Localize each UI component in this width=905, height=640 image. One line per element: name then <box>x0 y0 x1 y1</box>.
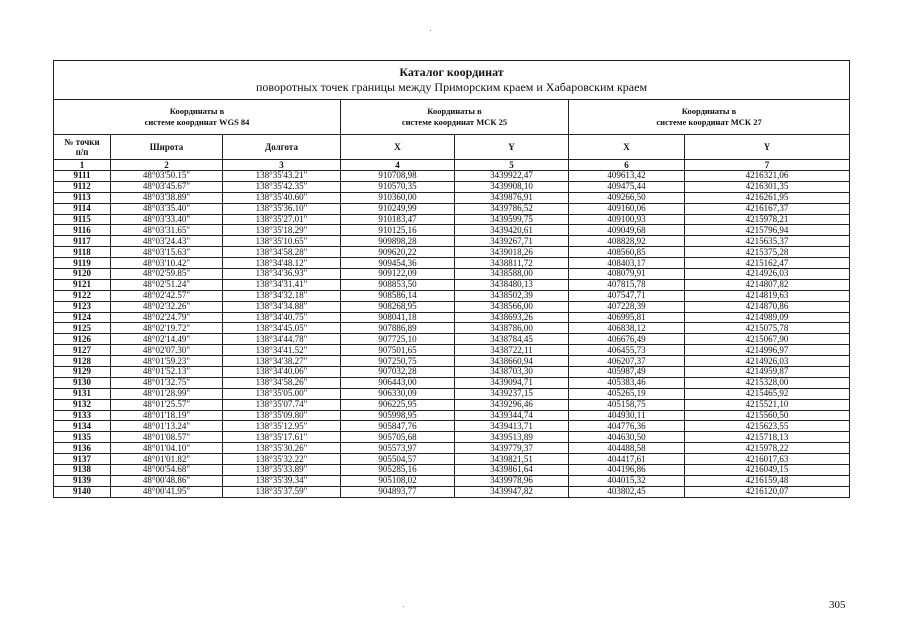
msk25-y-cell: 3439779,37 <box>455 443 569 454</box>
table-row <box>54 475 850 486</box>
msk25-x-cell: 910708,98 <box>341 171 455 182</box>
msk25-y-cell: 3439861,64 <box>455 465 569 476</box>
msk25-y-cell: 3439947,82 <box>455 486 569 497</box>
msk25-x-cell: 907250,75 <box>341 356 455 367</box>
point-number-cell: 9140 <box>54 486 111 497</box>
longitude-cell: 138°34'41.52" <box>223 345 341 356</box>
page-number: 305 <box>829 599 846 611</box>
col-index: 4 <box>341 160 455 171</box>
msk27-y-cell: 4215328,00 <box>685 377 850 388</box>
msk27-x-cell: 407228,39 <box>569 301 685 312</box>
msk25-y-cell: 3439237,15 <box>455 388 569 399</box>
longitude-cell: 138°35'05.00" <box>223 388 341 399</box>
table-row <box>54 192 850 203</box>
latitude-cell: 48°03'45.67" <box>111 181 223 192</box>
longitude-cell: 138°34'34.88" <box>223 301 341 312</box>
msk27-y-cell: 4215162,47 <box>685 258 850 269</box>
latitude-cell: 48°01'52.13" <box>111 367 223 378</box>
msk25-x-cell: 910360,00 <box>341 192 455 203</box>
latitude-cell: 48°01'25.57" <box>111 399 223 410</box>
point-number-cell: 9111 <box>54 171 111 182</box>
point-number-cell: 9120 <box>54 269 111 280</box>
msk25-x-cell: 905705,68 <box>341 432 455 443</box>
msk27-y-cell: 4216261,95 <box>685 192 850 203</box>
point-number-cell: 9126 <box>54 334 111 345</box>
scan-speck <box>430 30 431 31</box>
scan-speck <box>403 606 404 607</box>
msk27-x-cell: 406455,73 <box>569 345 685 356</box>
msk25-y-cell: 3439094,71 <box>455 377 569 388</box>
msk25-x-cell: 907886,89 <box>341 323 455 334</box>
latitude-cell: 48°03'50.15" <box>111 171 223 182</box>
msk27-y-cell: 4216321,06 <box>685 171 850 182</box>
table-row <box>54 334 850 345</box>
latitude-cell: 48°02'19.72" <box>111 323 223 334</box>
msk27-y-cell: 4214819,63 <box>685 290 850 301</box>
point-number-cell: 9127 <box>54 345 111 356</box>
msk27-y-cell: 4214870,86 <box>685 301 850 312</box>
table-row <box>54 214 850 225</box>
longitude-cell: 138°35'09.80" <box>223 410 341 421</box>
latitude-cell: 48°03'35.40" <box>111 203 223 214</box>
latitude-cell: 48°02'51.24" <box>111 279 223 290</box>
coordinate-catalog <box>53 60 849 498</box>
table-row <box>54 432 850 443</box>
msk25-y-cell: 3438502,39 <box>455 290 569 301</box>
msk25-y-cell: 3439978,96 <box>455 475 569 486</box>
longitude-cell: 138°35'43.21" <box>223 171 341 182</box>
point-number-cell: 9137 <box>54 454 111 465</box>
table-row <box>54 356 850 367</box>
latitude-cell: 48°03'31.65" <box>111 225 223 236</box>
msk25-x-cell: 908853,50 <box>341 279 455 290</box>
msk27-y-cell: 4216120,07 <box>685 486 850 497</box>
table-row <box>54 225 850 236</box>
msk27-x-cell: 409160,06 <box>569 203 685 214</box>
msk25-x-cell: 907725,10 <box>341 334 455 345</box>
longitude-cell: 138°34'48.12" <box>223 258 341 269</box>
point-number-cell: 9124 <box>54 312 111 323</box>
msk27-y-cell: 4215623,55 <box>685 421 850 432</box>
col-index: 7 <box>685 160 850 171</box>
table-row <box>54 421 850 432</box>
msk25-y-cell: 3438722,11 <box>455 345 569 356</box>
msk25-x-cell: 907501,65 <box>341 345 455 356</box>
msk25-x-cell: 906225,95 <box>341 399 455 410</box>
msk25-y-cell: 3439420,61 <box>455 225 569 236</box>
msk25-x-cell: 909620,22 <box>341 247 455 258</box>
longitude-cell: 138°35'36.10" <box>223 203 341 214</box>
longitude-cell: 138°35'27.01" <box>223 214 341 225</box>
point-number-cell: 9128 <box>54 356 111 367</box>
latitude-cell: 48°03'15.63" <box>111 247 223 258</box>
longitude-cell: 138°34'40.06" <box>223 367 341 378</box>
longitude-cell: 138°35'18.29" <box>223 225 341 236</box>
msk27-y-cell: 4214996,97 <box>685 345 850 356</box>
msk27-x-cell: 405158,75 <box>569 399 685 410</box>
table-row <box>54 301 850 312</box>
msk27-x-cell: 405987,49 <box>569 367 685 378</box>
msk27-x-cell: 404417,61 <box>569 454 685 465</box>
latitude-cell: 48°02'59.85" <box>111 269 223 280</box>
point-number-cell: 9134 <box>54 421 111 432</box>
longitude-cell: 138°34'45.05" <box>223 323 341 334</box>
msk25-x-cell: 910249,99 <box>341 203 455 214</box>
longitude-cell: 138°35'30.26" <box>223 443 341 454</box>
point-number-cell: 9131 <box>54 388 111 399</box>
msk25-x-cell: 908041,18 <box>341 312 455 323</box>
msk27-x-cell: 406995,81 <box>569 312 685 323</box>
latitude-cell: 48°01'08.57" <box>111 432 223 443</box>
longitude-cell: 138°34'40.75" <box>223 312 341 323</box>
msk27-y-cell: 4214926,03 <box>685 356 850 367</box>
msk27-y-cell: 4215521,10 <box>685 399 850 410</box>
point-number-cell: 9122 <box>54 290 111 301</box>
title-cell <box>54 61 850 100</box>
msk25-x-cell: 910125,16 <box>341 225 455 236</box>
msk27-x-cell: 404196,86 <box>569 465 685 476</box>
latitude-cell: 48°01'59.23" <box>111 356 223 367</box>
msk27-x-cell: 409475,44 <box>569 181 685 192</box>
longitude-cell: 138°35'07.74" <box>223 399 341 410</box>
point-number-cell: 9133 <box>54 410 111 421</box>
catalog-title: Каталог координат <box>399 65 504 79</box>
longitude-cell: 138°35'10.65" <box>223 236 341 247</box>
msk25-y-cell: 3439018,26 <box>455 247 569 258</box>
longitude-cell: 138°35'42.35" <box>223 181 341 192</box>
msk25-x-cell: 904893,77 <box>341 486 455 497</box>
msk25-x-cell: 909122,09 <box>341 269 455 280</box>
msk27-y-cell: 4215560,50 <box>685 410 850 421</box>
latitude-cell: 48°03'10.42" <box>111 258 223 269</box>
msk27-y-cell: 4214959,87 <box>685 367 850 378</box>
msk25-x-cell: 905847,76 <box>341 421 455 432</box>
msk27-x-cell: 406207,37 <box>569 356 685 367</box>
point-number-cell: 9129 <box>54 367 111 378</box>
longitude-cell: 138°35'40.60" <box>223 192 341 203</box>
msk27-x-cell: 409100,93 <box>569 214 685 225</box>
table-row <box>54 258 850 269</box>
latitude-cell: 48°02'42.57" <box>111 290 223 301</box>
msk25-x-cell: 906330,09 <box>341 388 455 399</box>
point-number-cell: 9118 <box>54 247 111 258</box>
msk27-x-cell: 405265,19 <box>569 388 685 399</box>
msk27-y-cell: 4216301,35 <box>685 181 850 192</box>
msk25-y-cell: 3439599,75 <box>455 214 569 225</box>
latitude-cell: 48°01'01.82" <box>111 454 223 465</box>
longitude-cell: 138°34'44.78" <box>223 334 341 345</box>
msk25-y-cell: 3439296,46 <box>455 399 569 410</box>
table-row <box>54 203 850 214</box>
longitude-cell: 138°34'58.28" <box>223 247 341 258</box>
col-latitude: Широта <box>111 135 223 160</box>
table-row <box>54 443 850 454</box>
msk25-y-cell: 3439786,52 <box>455 203 569 214</box>
system-msk25-header: Координаты в системе координат МСК 25 <box>341 100 569 135</box>
msk25-y-cell: 3438693,26 <box>455 312 569 323</box>
point-number-cell: 9138 <box>54 465 111 476</box>
msk25-y-cell: 3438784,45 <box>455 334 569 345</box>
latitude-cell: 48°00'54.68" <box>111 465 223 476</box>
latitude-cell: 48°02'32.26" <box>111 301 223 312</box>
msk27-y-cell: 4216159,48 <box>685 475 850 486</box>
msk25-y-cell: 3439413,71 <box>455 421 569 432</box>
table-row <box>54 247 850 258</box>
msk27-y-cell: 4215075,78 <box>685 323 850 334</box>
table-row <box>54 486 850 497</box>
msk27-y-cell: 4214807,82 <box>685 279 850 290</box>
col-index: 6 <box>569 160 685 171</box>
latitude-cell: 48°01'18.19" <box>111 410 223 421</box>
msk25-x-cell: 910570,35 <box>341 181 455 192</box>
table-row <box>54 388 850 399</box>
msk25-x-cell: 905504,57 <box>341 454 455 465</box>
longitude-cell: 138°34'58.26" <box>223 377 341 388</box>
table-row <box>54 399 850 410</box>
point-number-cell: 9139 <box>54 475 111 486</box>
system-msk27-header: Координаты в системе координат МСК 27 <box>569 100 850 135</box>
msk27-x-cell: 404488,58 <box>569 443 685 454</box>
table-row <box>54 171 850 182</box>
msk27-x-cell: 406838,12 <box>569 323 685 334</box>
latitude-cell: 48°00'48.86" <box>111 475 223 486</box>
msk27-x-cell: 408079,91 <box>569 269 685 280</box>
msk27-x-cell: 404015,32 <box>569 475 685 486</box>
table-row <box>54 377 850 388</box>
msk27-y-cell: 4215978,21 <box>685 214 850 225</box>
msk27-x-cell: 404930,11 <box>569 410 685 421</box>
msk27-y-cell: 4215796,94 <box>685 225 850 236</box>
point-number-cell: 9112 <box>54 181 111 192</box>
msk25-y-cell: 3438786,00 <box>455 323 569 334</box>
longitude-cell: 138°35'39.34" <box>223 475 341 486</box>
col-point-number: № точки п/п <box>54 135 111 160</box>
latitude-cell: 48°03'24.43" <box>111 236 223 247</box>
longitude-cell: 138°35'12.95" <box>223 421 341 432</box>
msk27-x-cell: 409049,68 <box>569 225 685 236</box>
msk25-x-cell: 905285,16 <box>341 465 455 476</box>
msk25-x-cell: 907032,28 <box>341 367 455 378</box>
latitude-cell: 48°01'32.75" <box>111 377 223 388</box>
msk27-y-cell: 4214989,09 <box>685 312 850 323</box>
msk25-x-cell: 906443,00 <box>341 377 455 388</box>
longitude-cell: 138°35'17.61" <box>223 432 341 443</box>
msk25-y-cell: 3438480,13 <box>455 279 569 290</box>
table-row <box>54 465 850 476</box>
msk27-y-cell: 4214926,03 <box>685 269 850 280</box>
latitude-cell: 48°01'28.99" <box>111 388 223 399</box>
point-number-cell: 9121 <box>54 279 111 290</box>
point-number-cell: 9125 <box>54 323 111 334</box>
table-row <box>54 323 850 334</box>
msk25-y-cell: 3439267,71 <box>455 236 569 247</box>
col-longitude: Долгота <box>223 135 341 160</box>
msk27-x-cell: 405383,46 <box>569 377 685 388</box>
point-number-cell: 9117 <box>54 236 111 247</box>
table-body <box>54 171 850 498</box>
point-number-cell: 9135 <box>54 432 111 443</box>
msk27-y-cell: 4215718,13 <box>685 432 850 443</box>
point-number-cell: 9130 <box>54 377 111 388</box>
latitude-cell: 48°03'38.89" <box>111 192 223 203</box>
msk27-y-cell: 4215465,92 <box>685 388 850 399</box>
msk27-x-cell: 404630,50 <box>569 432 685 443</box>
msk25-y-cell: 3438566,00 <box>455 301 569 312</box>
msk27-y-cell: 4215067,90 <box>685 334 850 345</box>
point-number-cell: 9132 <box>54 399 111 410</box>
msk25-y-cell: 3439821,51 <box>455 454 569 465</box>
table-row <box>54 367 850 378</box>
col-msk27-y: Y <box>685 135 850 160</box>
table-row <box>54 345 850 356</box>
msk27-y-cell: 4215978,22 <box>685 443 850 454</box>
col-index: 3 <box>223 160 341 171</box>
msk27-x-cell: 403802,45 <box>569 486 685 497</box>
msk27-x-cell: 408828,92 <box>569 236 685 247</box>
col-msk25-y: Y <box>455 135 569 160</box>
longitude-cell: 138°34'31.41" <box>223 279 341 290</box>
msk25-y-cell: 3438660,94 <box>455 356 569 367</box>
catalog-table <box>53 60 850 498</box>
msk25-y-cell: 3438811,72 <box>455 258 569 269</box>
table-row <box>54 290 850 301</box>
point-number-cell: 9116 <box>54 225 111 236</box>
latitude-cell: 48°02'07.30" <box>111 345 223 356</box>
longitude-cell: 138°35'33.89" <box>223 465 341 476</box>
msk25-x-cell: 908268,95 <box>341 301 455 312</box>
msk27-x-cell: 406676,49 <box>569 334 685 345</box>
msk27-x-cell: 407547,71 <box>569 290 685 301</box>
latitude-cell: 48°02'24.79" <box>111 312 223 323</box>
msk27-x-cell: 408560,85 <box>569 247 685 258</box>
table-row <box>54 279 850 290</box>
msk25-y-cell: 3438703,30 <box>455 367 569 378</box>
msk27-x-cell: 404776,36 <box>569 421 685 432</box>
longitude-cell: 138°35'37.59" <box>223 486 341 497</box>
col-msk27-x: X <box>569 135 685 160</box>
table-row <box>54 236 850 247</box>
col-msk25-x: X <box>341 135 455 160</box>
msk25-x-cell: 910183,47 <box>341 214 455 225</box>
longitude-cell: 138°34'38.27" <box>223 356 341 367</box>
catalog-subtitle: поворотных точек границы между Приморским краем и Хабаровским краем <box>256 80 648 94</box>
msk25-y-cell: 3439344,74 <box>455 410 569 421</box>
point-number-cell: 9119 <box>54 258 111 269</box>
point-number-cell: 9123 <box>54 301 111 312</box>
latitude-cell: 48°01'04.10" <box>111 443 223 454</box>
msk27-x-cell: 409613,42 <box>569 171 685 182</box>
msk27-y-cell: 4216017,63 <box>685 454 850 465</box>
longitude-cell: 138°34'32.18" <box>223 290 341 301</box>
latitude-cell: 48°01'13.24" <box>111 421 223 432</box>
point-number-cell: 9113 <box>54 192 111 203</box>
msk25-y-cell: 3439876,91 <box>455 192 569 203</box>
msk25-x-cell: 905108,02 <box>341 475 455 486</box>
msk25-y-cell: 3439513,89 <box>455 432 569 443</box>
msk27-x-cell: 408403,17 <box>569 258 685 269</box>
table-row <box>54 454 850 465</box>
msk25-x-cell: 909454,36 <box>341 258 455 269</box>
msk25-y-cell: 3439922,47 <box>455 171 569 182</box>
msk27-x-cell: 409266,50 <box>569 192 685 203</box>
msk27-y-cell: 4216049,15 <box>685 465 850 476</box>
msk27-y-cell: 4215375,28 <box>685 247 850 258</box>
point-number-cell: 9115 <box>54 214 111 225</box>
col-index: 2 <box>111 160 223 171</box>
longitude-cell: 138°35'32.22" <box>223 454 341 465</box>
msk25-x-cell: 905573,97 <box>341 443 455 454</box>
msk25-x-cell: 908586,14 <box>341 290 455 301</box>
table-row <box>54 181 850 192</box>
msk27-y-cell: 4215635,37 <box>685 236 850 247</box>
latitude-cell: 48°00'41.95" <box>111 486 223 497</box>
msk25-x-cell: 909898,28 <box>341 236 455 247</box>
latitude-cell: 48°03'33.40" <box>111 214 223 225</box>
point-number-cell: 9114 <box>54 203 111 214</box>
col-index: 1 <box>54 160 111 171</box>
msk25-x-cell: 905998,95 <box>341 410 455 421</box>
msk27-y-cell: 4216167,37 <box>685 203 850 214</box>
table-row <box>54 410 850 421</box>
msk27-x-cell: 407815,78 <box>569 279 685 290</box>
msk25-y-cell: 3438588,00 <box>455 269 569 280</box>
table-row <box>54 269 850 280</box>
system-wgs84-header: Координаты в системе координат WGS 84 <box>54 100 341 135</box>
msk25-y-cell: 3439908,10 <box>455 181 569 192</box>
point-number-cell: 9136 <box>54 443 111 454</box>
latitude-cell: 48°02'14.49" <box>111 334 223 345</box>
longitude-cell: 138°34'36.93" <box>223 269 341 280</box>
col-index: 5 <box>455 160 569 171</box>
table-row <box>54 312 850 323</box>
